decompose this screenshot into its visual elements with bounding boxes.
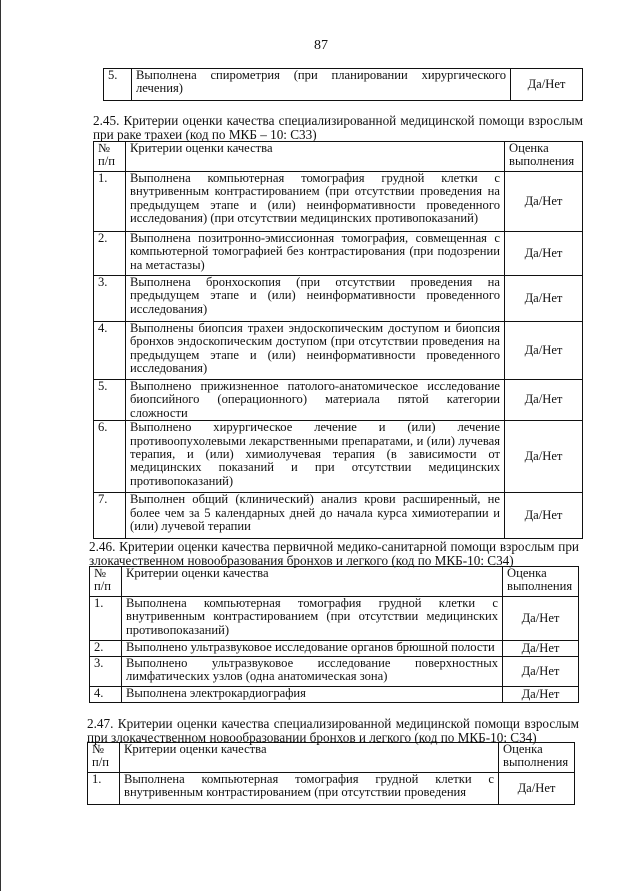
row-result: Да/Нет [499, 773, 575, 805]
page-number: 87 [314, 38, 328, 53]
row-number: 7. [94, 493, 126, 539]
section-heading-2-47: 2.47. Критерии оценки качества специализированной медицинской помощи взрослым при злокачественном новообразовании бронхов и легкого (код по МКБ-10: С34) [87, 716, 579, 745]
row-criterion: Выполнена бронхоскопия (при отсутствии проведения на предыдущем этапе и (или) неинформативности проведенного исследования) [126, 276, 505, 322]
criteria-table-2-47 [87, 742, 575, 805]
row-criterion: Выполнена позитронно-эмиссионная томография, совмещенная с компьютерной томографией без контрастирования (при подозрении на метастазы) [126, 232, 505, 276]
table-row [94, 276, 583, 322]
row-criterion: Выполнено ультразвуковое исследование органов брюшной полости [122, 641, 503, 657]
table-row [90, 687, 579, 703]
row-result: Да/Нет [503, 657, 579, 687]
section-heading-2-45: 2.45. Критерии оценки качества специализированной медицинской помощи взрослым при раке трахеи (код по МКБ – 10: С33) [93, 113, 583, 142]
row-number: 4. [94, 322, 126, 380]
row-result: Да/Нет [503, 597, 579, 641]
row-number: 2. [94, 232, 126, 276]
table-row [94, 380, 583, 421]
table-row [94, 421, 583, 493]
row-number: 5. [94, 380, 126, 421]
row-number: 1. [94, 172, 126, 232]
row-result: Да/Нет [505, 380, 583, 421]
col-number-header: № п/п [94, 142, 126, 172]
row-criterion: Выполнена компьютерная томография грудной клетки с внутривенным контрастированием (при отсутствии проведения на предыдущем этапе и (или) неинформативности проведенного исследования) (при отсутствии медицинских противопоказаний) [126, 172, 505, 232]
row-result: Да/Нет [505, 276, 583, 322]
row-criterion: Выполнено прижизненное патолого-анатомическое исследование биопсийного (операционного) материала пятой категории сложности [126, 380, 505, 421]
row-result: Да/Нет [505, 493, 583, 539]
row-result: Да/Нет [505, 421, 583, 493]
section-heading-2-46: 2.46. Критерии оценки качества первичной медико-санитарной помощи взрослым при злокачественном новообразования бронхов и легкого (код по МКБ-10: С34) [89, 539, 579, 568]
col-criteria-header: Критерии оценки качества [120, 743, 499, 773]
col-number-header: № п/п [88, 743, 120, 773]
table-row [94, 172, 583, 232]
col-criteria-header: Критерии оценки качества [122, 567, 503, 597]
table-row [90, 641, 579, 657]
row-number: 1. [88, 773, 120, 805]
row-criterion: Выполнено хирургическое лечение и (или) лечение противоопухолевыми лекарственными препаратами, и (или) лучевая терапия, и (или) химиолучевая терапия (в зависимости от медицинских показаний и при отсутствии медицинских противопоказаний) [126, 421, 505, 493]
criteria-table-2-46 [89, 566, 579, 703]
table-header-row [90, 567, 579, 597]
table-header-row [94, 142, 583, 172]
row-result: Да/Нет [511, 69, 583, 101]
row-result: Да/Нет [503, 641, 579, 657]
table-row [94, 322, 583, 380]
row-number: 1. [90, 597, 122, 641]
col-number-header: № п/п [90, 567, 122, 597]
row-result: Да/Нет [503, 687, 579, 703]
col-result-header: Оценка выполнения [499, 743, 575, 773]
row-result: Да/Нет [505, 172, 583, 232]
row-result: Да/Нет [505, 232, 583, 276]
row-number: 2. [90, 641, 122, 657]
table-row [90, 657, 579, 687]
col-result-header: Оценка выполнения [505, 142, 583, 172]
table-row [90, 597, 579, 641]
row-criterion: Выполнена компьютерная томография грудной клетки с внутривенным контрастированием (при отсутствии проведения [120, 773, 499, 805]
col-result-header: Оценка выполнения [503, 567, 579, 597]
row-number: 6. [94, 421, 126, 493]
row-criterion: Выполнен общий (клинический) анализ крови расширенный, не более чем за 5 календарных дней до начала курса химиотерапии и (или) лучевой терапии [126, 493, 505, 539]
row-number: 5. [104, 69, 132, 101]
row-criterion: Выполнена электрокардиография [122, 687, 503, 703]
table-row [104, 69, 583, 101]
criteria-table-continued [103, 68, 583, 101]
row-criterion: Выполнены биопсия трахеи эндоскопическим доступом и биопсия бронхов эндоскопическим доступом (при отсутствии проведения на предыдущем этапе и (или) неинформативности проведенного исследования) [126, 322, 505, 380]
row-number: 4. [90, 687, 122, 703]
row-result: Да/Нет [505, 322, 583, 380]
row-number: 3. [94, 276, 126, 322]
row-criterion: Выполнено ультразвуковое исследование поверхностных лимфатических узлов (одна анатомическая зона) [122, 657, 503, 687]
table-row [94, 232, 583, 276]
table-header-row [88, 743, 575, 773]
table-row [88, 773, 575, 805]
row-number: 3. [90, 657, 122, 687]
table-row [94, 493, 583, 539]
row-criterion: Выполнена компьютерная томография грудной клетки с внутривенным контрастированием (при отсутствии медицинских противопоказаний) [122, 597, 503, 641]
row-criterion: Выполнена спирометрия (при планировании хирургического лечения) [132, 69, 511, 101]
criteria-table-2-45 [93, 141, 583, 539]
col-criteria-header: Критерии оценки качества [126, 142, 505, 172]
